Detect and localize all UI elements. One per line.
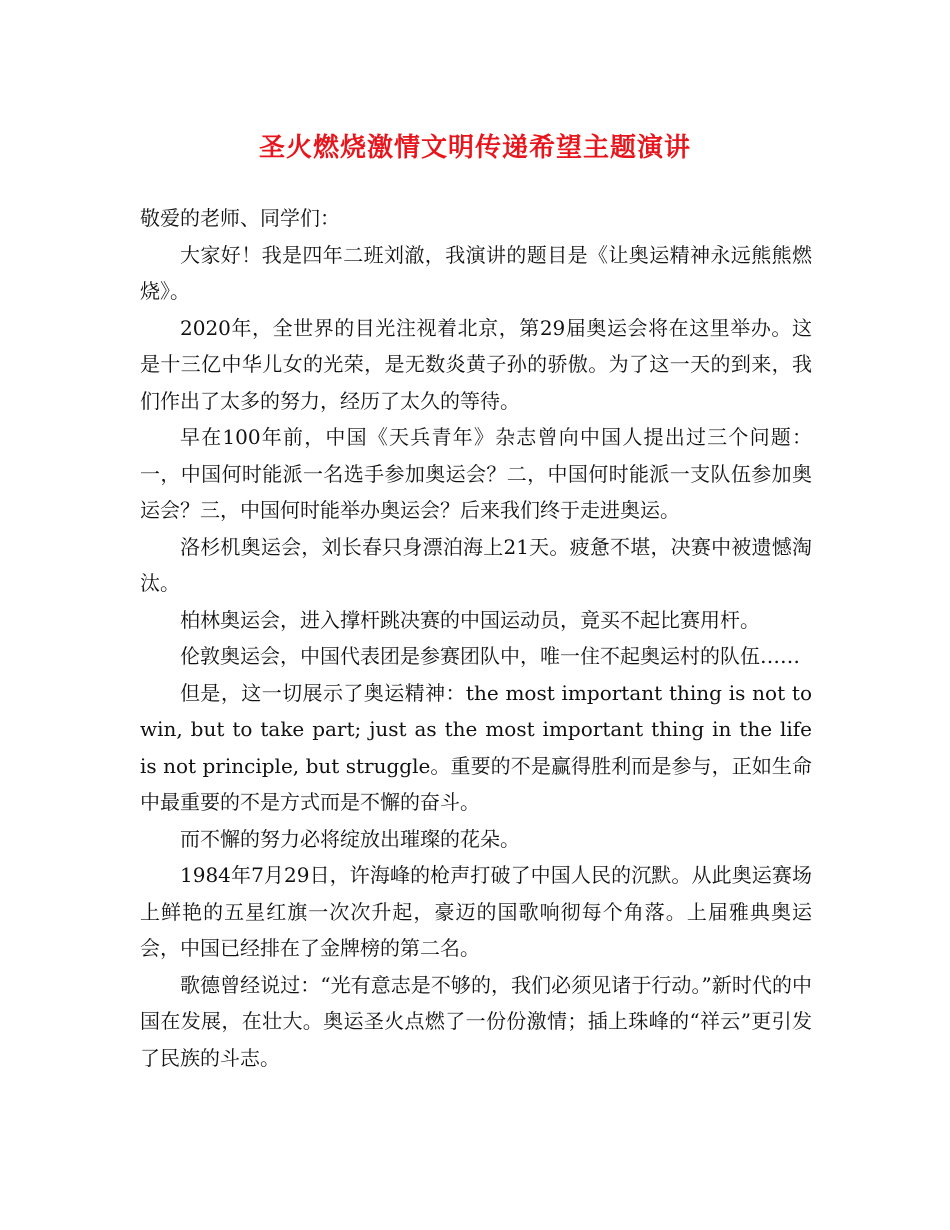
paragraph-100-years: 早在100年前，中国《天兵青年》杂志曾向中国人提出过三个问题：一，中国何时能派一名选手参加奥运会？二，中国何时能派一支队伍参加奥运会？三，中国何时能举办奥运会？后来我们终于走进奥运。: [140, 425, 812, 522]
paragraph-london: 伦敦奥运会，中国代表团是参赛团队中，唯一住不起奥运村的队伍……: [180, 644, 800, 668]
paragraph-flowers: 而不懈的努力必将绽放出璀璨的花朵。: [180, 826, 520, 851]
page-title: 圣火燃烧激情文明传递希望主题演讲: [258, 133, 691, 163]
salutation: 敬爱的老师、同学们：: [140, 206, 340, 230]
paragraph-greeting: 大家好！我是四年二班刘澈，我演讲的题目是《让奥运精神永远熊熊燃烧》。: [140, 242, 812, 303]
paragraph-los-angeles: 洛杉机奥运会，刘长春只身漂泊海上21天。疲惫不堪，决赛中被遗憾淘汰。: [140, 534, 812, 595]
document-body: [140, 200, 812, 1076]
paragraph-goethe: 歌德曾经说过：“光有意志是不够的，我们必须见诸于行动。”新时代的中国在发展，在壮大。奥运圣火点燃了一份份激情；插上珠峰的“祥云”更引发了民族的斗志。: [140, 972, 812, 1070]
paragraph-2020: 2020年，全世界的目光注视着北京，第29届奥运会将在这里举办。这是十三亿中华儿女的光荣，是无数炎黄子孙的骄傲。为了这一天的到来，我们作出了太多的努力，经历了太久的等待。: [140, 315, 812, 413]
paragraph-olympic-spirit: 但是，这一切展示了奥运精神：the most important thing is not to win, but to take part; just as the most important thing in the life is not principle, but struggle。重要的不是赢得胜利而是参与，正如生命中最重要的不是方式而是不懈的奋斗。: [140, 680, 812, 814]
paragraph-berlin: 柏林奥运会，进入撑杆跳决赛的中国运动员，竟买不起比赛用杆。: [180, 607, 760, 632]
paragraph-1984: 1984年7月29日，许海峰的枪声打破了中国人民的沉默。从此奥运赛场上鲜艳的五星红旗一次次升起，豪迈的国歌响彻每个角落。上届雅典奥运会，中国已经排在了金牌榜的第二名。: [140, 863, 812, 960]
